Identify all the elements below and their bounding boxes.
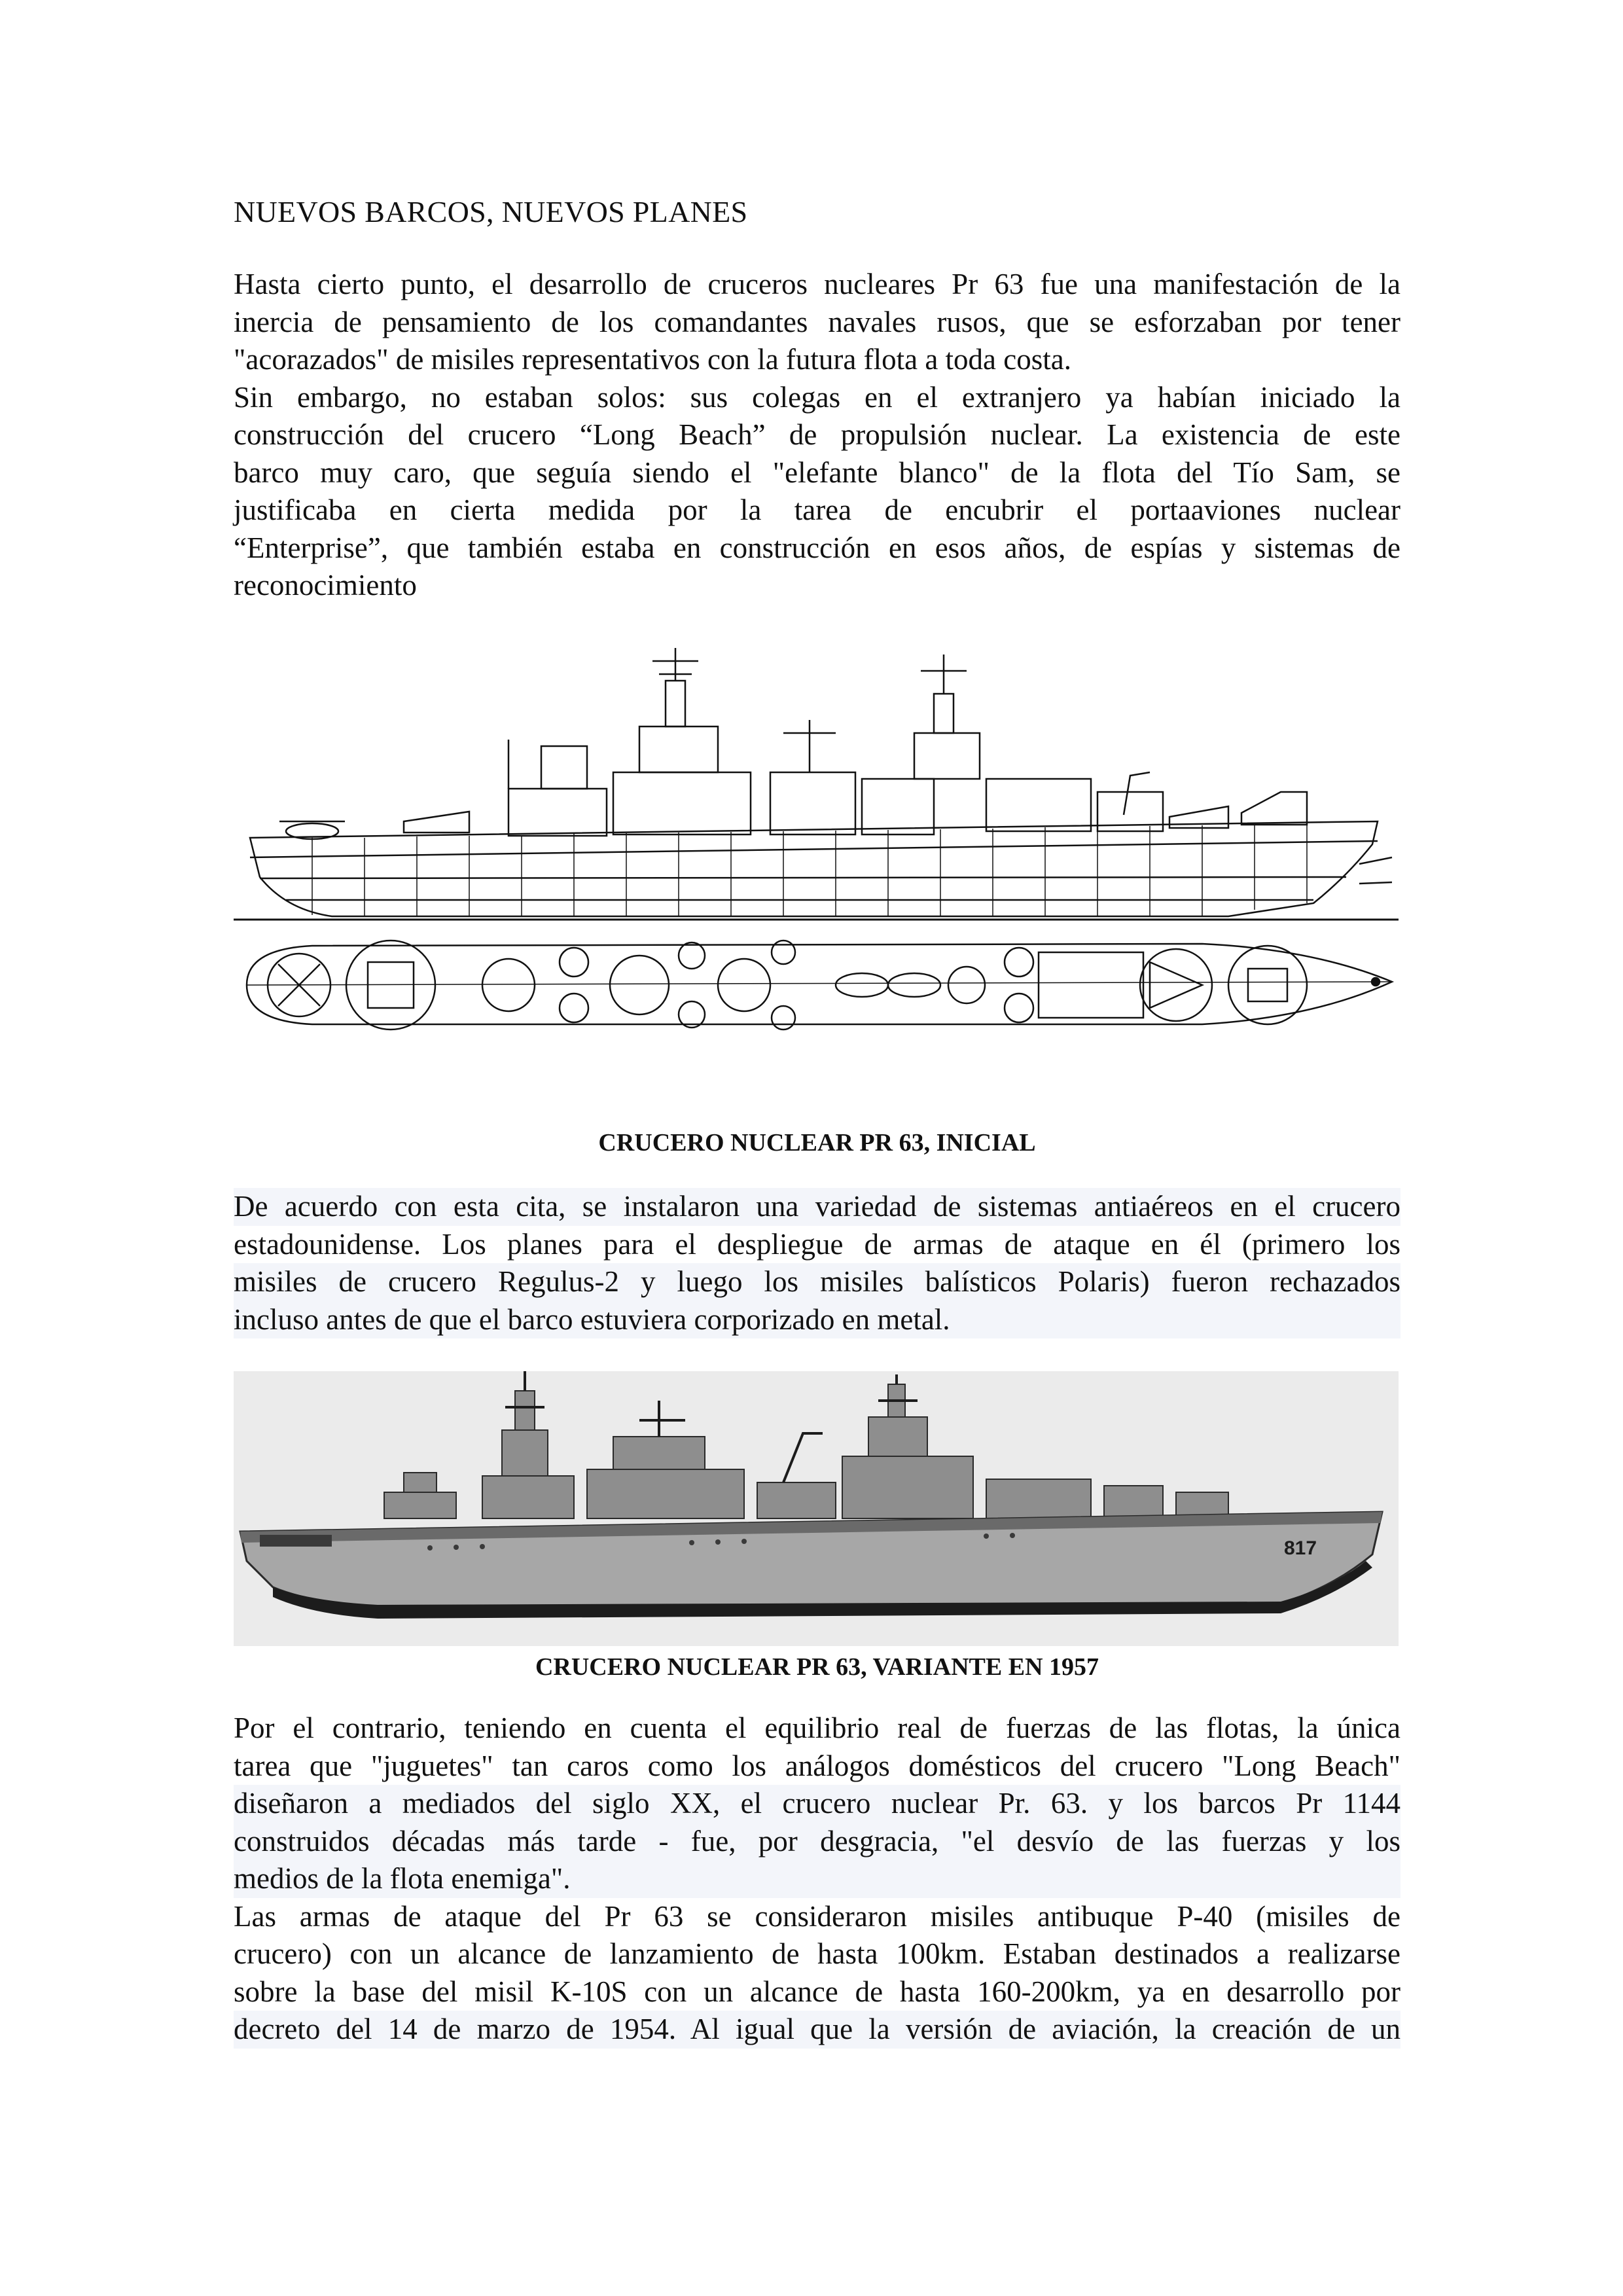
paragraph-line: “Enterprise”, que también estaba en construcción en esos años, de espías y sistemas de bbox=[234, 531, 1400, 564]
ship-line-drawing bbox=[234, 641, 1399, 1126]
ship-profile-image bbox=[234, 1371, 1399, 1646]
paragraph-line: misiles de crucero Regulus-2 y luego los misiles balísticos Polaris) fueron rechazados bbox=[234, 1263, 1400, 1301]
paragraph-line: diseñaron a mediados del siglo XX, el crucero nuclear Pr. 63. y los barcos Pr 1144 bbox=[234, 1785, 1400, 1823]
paragraph-line: sobre la base del misil K-10S con un alcance de hasta 160-200km, ya en desarrollo por bbox=[234, 1975, 1400, 2008]
paragraph-line: "acorazados" de misiles representativos con la futura flota a toda costa. bbox=[234, 343, 1071, 376]
paragraph-line: decreto del 14 de marzo de 1954. Al igual que la versión de aviación, la creación de un bbox=[234, 2011, 1400, 2049]
paragraph-line: construidos décadas más tarde - fue, por desgracia, "el desvío de las fuerzas y los bbox=[234, 1823, 1400, 1861]
paragraph-line: De acuerdo con esta cita, se instalaron una variedad de sistemas antiaéreos en el crucero bbox=[234, 1188, 1400, 1226]
paragraph-line: estadounidense. Los planes para el despliegue de armas de ataque en él (primero los bbox=[234, 1227, 1400, 1261]
paragraph-line: inercia de pensamiento de los comandantes navales rusos, que se esforzaban por tener bbox=[234, 305, 1400, 338]
section-heading: NUEVOS BARCOS, NUEVOS PLANES bbox=[234, 195, 748, 228]
figure-1-caption: CRUCERO NUCLEAR PR 63, INICIAL bbox=[598, 1129, 1036, 1157]
ship-drawing-figure bbox=[234, 641, 1399, 1126]
ship-plan-view bbox=[247, 941, 1392, 1030]
paragraph-line: tarea que "juguetes" tan caros como los análogos domésticos del crucero "Long Beach" bbox=[234, 1749, 1400, 1782]
paragraph-line: construcción del crucero “Long Beach” de propulsión nuclear. La existencia de este bbox=[234, 418, 1400, 451]
paragraph-line: crucero) con un alcance de lanzamiento de hasta 100km. Estaban destinados a realizarse bbox=[234, 1937, 1400, 1970]
paragraph-line: incluso antes de que el barco estuviera corporizado en metal. bbox=[234, 1301, 1400, 1339]
paragraph-1 bbox=[234, 266, 1400, 605]
figure-2-caption: CRUCERO NUCLEAR PR 63, VARIANTE EN 1957 bbox=[535, 1653, 1099, 1681]
paragraph-line: Por el contrario, teniendo en cuenta el equilibrio real de fuerzas de las flotas, la única bbox=[234, 1712, 1400, 1744]
paragraph-line: medios de la flota enemiga". bbox=[234, 1860, 1400, 1898]
hull-number: 817 bbox=[1284, 1537, 1317, 1559]
paragraph-line: barco muy caro, que seguía siendo el "elefante blanco" de la flota del Tío Sam, se bbox=[234, 456, 1400, 489]
paragraph-line: Hasta cierto punto, el desarrollo de cruceros nucleares Pr 63 fue una manifestación de la bbox=[234, 268, 1400, 300]
paragraph-line: justificaba en cierta medida por la tarea de encubrir el portaaviones nuclear bbox=[234, 493, 1400, 526]
paragraph-3 bbox=[234, 1710, 1400, 2049]
ship-profile-view bbox=[234, 648, 1399, 920]
paragraph-2 bbox=[234, 1188, 1400, 1338]
paragraph-line: reconocimiento bbox=[234, 569, 417, 601]
paragraph-line: Las armas de ataque del Pr 63 se consideraron misiles antibuque P-40 (misiles de bbox=[234, 1899, 1400, 1933]
paragraph-line: Sin embargo, no estaban solos: sus colegas en el extranjero ya habían iniciado la bbox=[234, 380, 1400, 414]
ship-profile-figure bbox=[234, 1371, 1399, 1646]
